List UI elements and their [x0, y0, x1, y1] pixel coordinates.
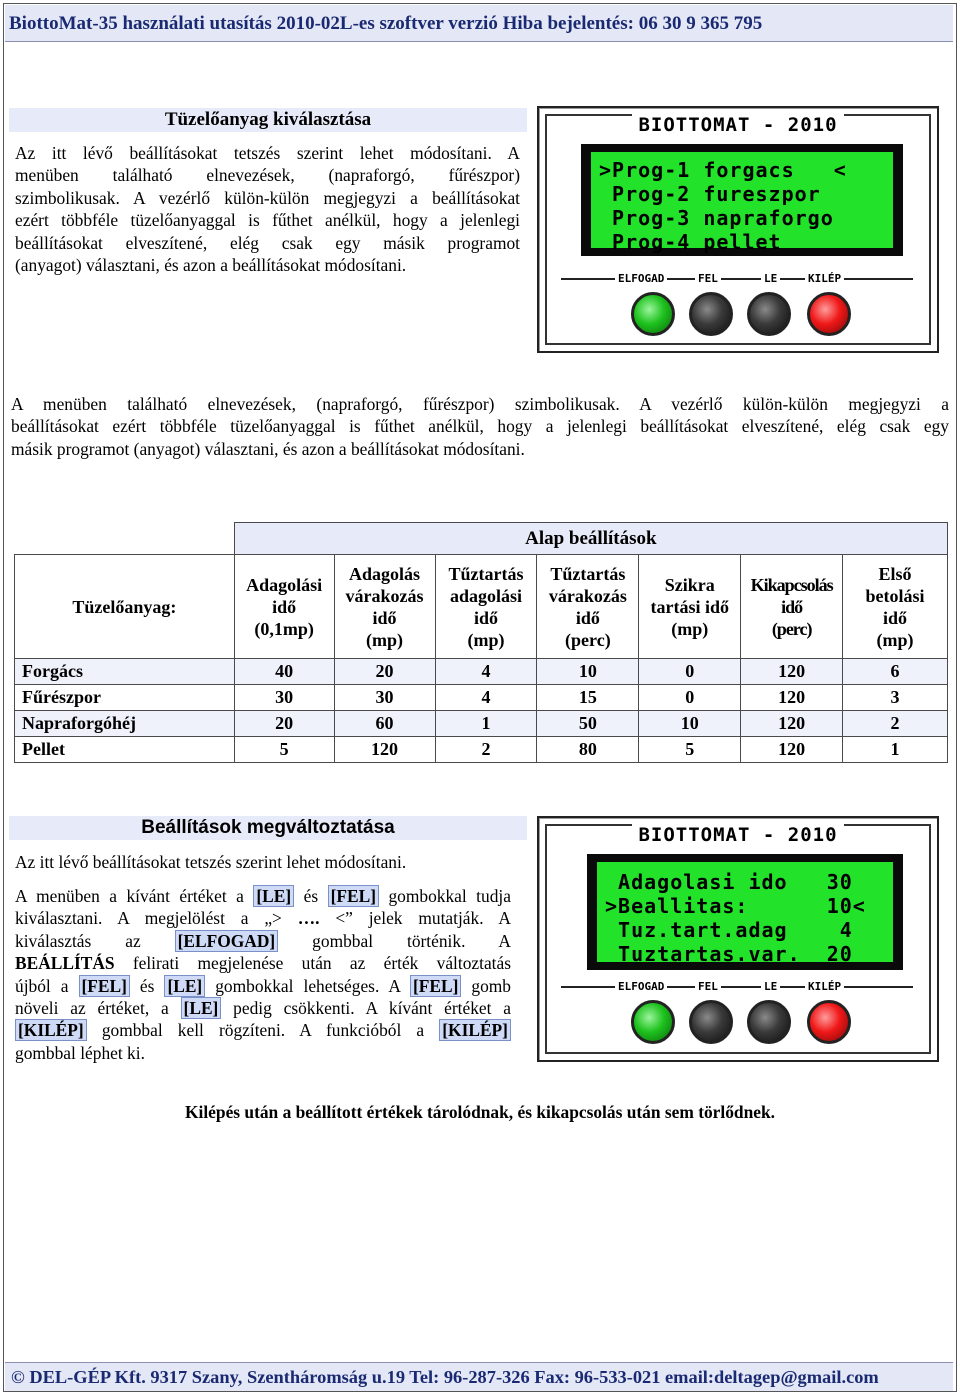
elfogad-button[interactable] [631, 292, 675, 336]
text-line: ezért többféle tüzelőanyaggal is fűthet anélkül, hogy a jelenlegi [15, 210, 520, 231]
section-title-fuel-selection: Tüzelőanyag kiválasztása [9, 108, 527, 132]
panel-title: BIOTTOMAT - 2010 [632, 824, 843, 846]
table-row [15, 685, 948, 711]
table-cell: 20 [234, 711, 334, 737]
table-cell: 3 [843, 685, 948, 711]
table-cell: 15 [537, 685, 639, 711]
fel-key-ref: [FEL] [410, 975, 461, 997]
section-title-change-settings: Beállítások megváltoztatása [9, 816, 527, 840]
fuel-name: Fűrészpor [15, 685, 235, 711]
change-settings-intro: Az itt lévő beállításokat tetszés szerint lehet módosítani. [15, 852, 407, 872]
button-label-kilep: KILÉP [805, 980, 844, 993]
text-line: beállításokat ezért többféle tüzelőanyaggal is fűthet anélkül, hogy a jelenlegi beállításokat elveszítené, elég csak egy [11, 416, 949, 437]
text-line: BEÁLLÍTÁS felirati megjelenése után az érték változtatás [15, 953, 511, 974]
button-label-elfogad: ELFOGAD [615, 980, 667, 993]
lcd-row: Tuztartas.var. 20 [605, 942, 853, 966]
le-key-ref: [LE] [253, 885, 294, 907]
program-info-text [11, 393, 949, 460]
text-line: Az itt lévő beállításokat tetszés szerint lehet módosítani. A [15, 143, 520, 163]
table-cell: 120 [741, 659, 843, 685]
lcd-screen [591, 152, 893, 254]
lcd-row: Tuz.tart.adag 4 [605, 918, 853, 942]
table-cell: 60 [334, 711, 435, 737]
lcd-row: Prog-4 pellet [599, 230, 782, 254]
fel-key-ref: [FEL] [328, 885, 379, 907]
table-cell: 5 [639, 737, 741, 763]
closing-note: Kilépés után a beállított értékek tárolódnak, és kikapcsolás után sem törlődnek. [184, 1102, 776, 1122]
button-label-le: LE [761, 272, 780, 285]
lcd-row: >Prog-1 forgacs < [599, 158, 847, 182]
le-button[interactable] [747, 1000, 791, 1044]
lcd-row: >Beallitas: 10< [605, 894, 866, 918]
table-cell: 4 [435, 685, 537, 711]
lcd-row: Adagolasi ido 30 [605, 870, 853, 894]
column-header: Kikapcsolás idő (perc) [741, 555, 843, 659]
table-cell: 10 [639, 711, 741, 737]
column-header: Adagolási idő (0,1mp) [234, 555, 334, 659]
column-header: Tűztartás adagolási idő (mp) [435, 555, 537, 659]
button-label-fel: FEL [695, 272, 721, 285]
button-label-kilep: KILÉP [805, 272, 844, 285]
text-line: kiválasztás az [ELFOGAD] gombbal történik. A [15, 930, 511, 951]
fuel-selection-text [15, 142, 520, 276]
table-cell: 2 [435, 737, 537, 763]
column-header-fuel: Tüzelőanyag: [15, 555, 235, 659]
button-label-le: LE [761, 980, 780, 993]
lcd-row: Prog-2 fureszpor [599, 182, 821, 206]
table-cell: 80 [537, 737, 639, 763]
button-rail [561, 278, 913, 280]
kilep-button[interactable] [807, 1000, 851, 1044]
table-cell: 30 [334, 685, 435, 711]
table-cell: 120 [741, 737, 843, 763]
column-header: Adagolás várakozás idő (mp) [334, 555, 435, 659]
controller-panel-program [537, 106, 939, 353]
text-line: (anyagot) választani, és azon a beállításokat módosítani. [15, 255, 407, 276]
text-line: szimbolikusak. A vezérlő külön-külön megjegyzi a beállításokat [15, 187, 520, 208]
text-line: újból a [FEL] és [LE] gombokkal lehetséges. A [FEL] gomb [15, 975, 512, 996]
table-cell: 20 [334, 659, 435, 685]
elfogad-key-ref: [ELFOGAD] [175, 930, 279, 952]
kilep-button[interactable] [807, 292, 851, 336]
table-row [15, 659, 948, 685]
header-title: BiottoMat-35 használati utasítás 2010-02L-es szoftver verzió Hiba bejelentés: 06 30 9 365 795 [9, 13, 763, 34]
table-cell: 5 [234, 737, 334, 763]
text-line: másik programot (anyagot) választani, és azon a beállításokat módosítani. [11, 438, 525, 459]
footer-text: © DEL-GÉP Kft. 9317 Szany, Szentháromság u.19 Tel: 96-287-326 Fax: 96-533-021 email:deltagep@gmail.com [11, 1367, 879, 1387]
table-cell: 1 [843, 737, 948, 763]
fuel-name: Forgács [15, 659, 235, 685]
text-line: [KILÉP] gombbal kell rögzíteni. A funkcióból a [KILÉP] [15, 1019, 511, 1041]
table-row [15, 711, 948, 737]
table-cell: 120 [334, 737, 435, 763]
le-button[interactable] [747, 292, 791, 336]
lcd-screen [597, 862, 893, 966]
panel-title: BIOTTOMAT - 2010 [632, 114, 843, 136]
table-cell: 6 [843, 659, 948, 685]
table-cell: 50 [537, 711, 639, 737]
text-line: kiválasztani. A megjelölést a „> …. <” jelek mutatják. A [15, 908, 511, 929]
kilep-key-ref: [KILÉP] [15, 1019, 87, 1041]
column-header: Tűztartás várakozás idő (perc) [537, 555, 639, 659]
table-cell: 0 [639, 659, 741, 685]
text-line: A menüben a kívánt értéket a [LE] és [FEL] gombokkal tudja [15, 886, 511, 906]
button-label-fel: FEL [695, 980, 721, 993]
table-cell: 120 [741, 685, 843, 711]
table-cell: 4 [435, 659, 537, 685]
fuel-name: Napraforgóhéj [15, 711, 235, 737]
kilep-key-ref: [KILÉP] [439, 1019, 511, 1041]
elfogad-button[interactable] [631, 1000, 675, 1044]
button-rail [561, 986, 913, 988]
table-title: Alap beállítások [234, 523, 947, 555]
column-header: Első betolási idő (mp) [843, 555, 948, 659]
text-line: növeli az értéket, a [LE] pedig csökkenti. A kívánt értéket a [15, 998, 511, 1019]
footer-bar [5, 1362, 953, 1391]
table-cell: 2 [843, 711, 948, 737]
table-cell: 30 [234, 685, 334, 711]
lcd-display [581, 144, 903, 256]
fel-button[interactable] [689, 1000, 733, 1044]
table-row [15, 737, 948, 763]
settings-table [14, 522, 948, 763]
le-key-ref: [LE] [164, 975, 205, 997]
text-line: beállításokat elveszítené, elég csak egy másik programot [15, 232, 520, 253]
table-cell: 40 [234, 659, 334, 685]
fel-button[interactable] [689, 292, 733, 336]
table-cell: 10 [537, 659, 639, 685]
text-line: A menüben található elnevezések, (napraforgó, fűrészpor) szimbolikusak. A vezérlő külön-külön megjegyzi a [11, 394, 949, 414]
text-line: gombbal léphet ki. [15, 1042, 145, 1063]
header-bar [5, 5, 953, 42]
lcd-display [587, 854, 903, 970]
table-cell: 1 [435, 711, 537, 737]
le-key-ref: [LE] [181, 997, 222, 1019]
button-label-elfogad: ELFOGAD [615, 272, 667, 285]
controller-panel-settings [537, 816, 939, 1062]
table-cell: 120 [741, 711, 843, 737]
change-settings-text [15, 885, 511, 1064]
fuel-name: Pellet [15, 737, 235, 763]
table-cell: 0 [639, 685, 741, 711]
lcd-row: Prog-3 napraforgo [599, 206, 834, 230]
text-line: menüben található elnevezések, (napraforgó, fűrészpor) [15, 165, 520, 186]
column-header: Szikra tartási idő (mp) [639, 555, 741, 659]
fel-key-ref: [FEL] [79, 975, 130, 997]
